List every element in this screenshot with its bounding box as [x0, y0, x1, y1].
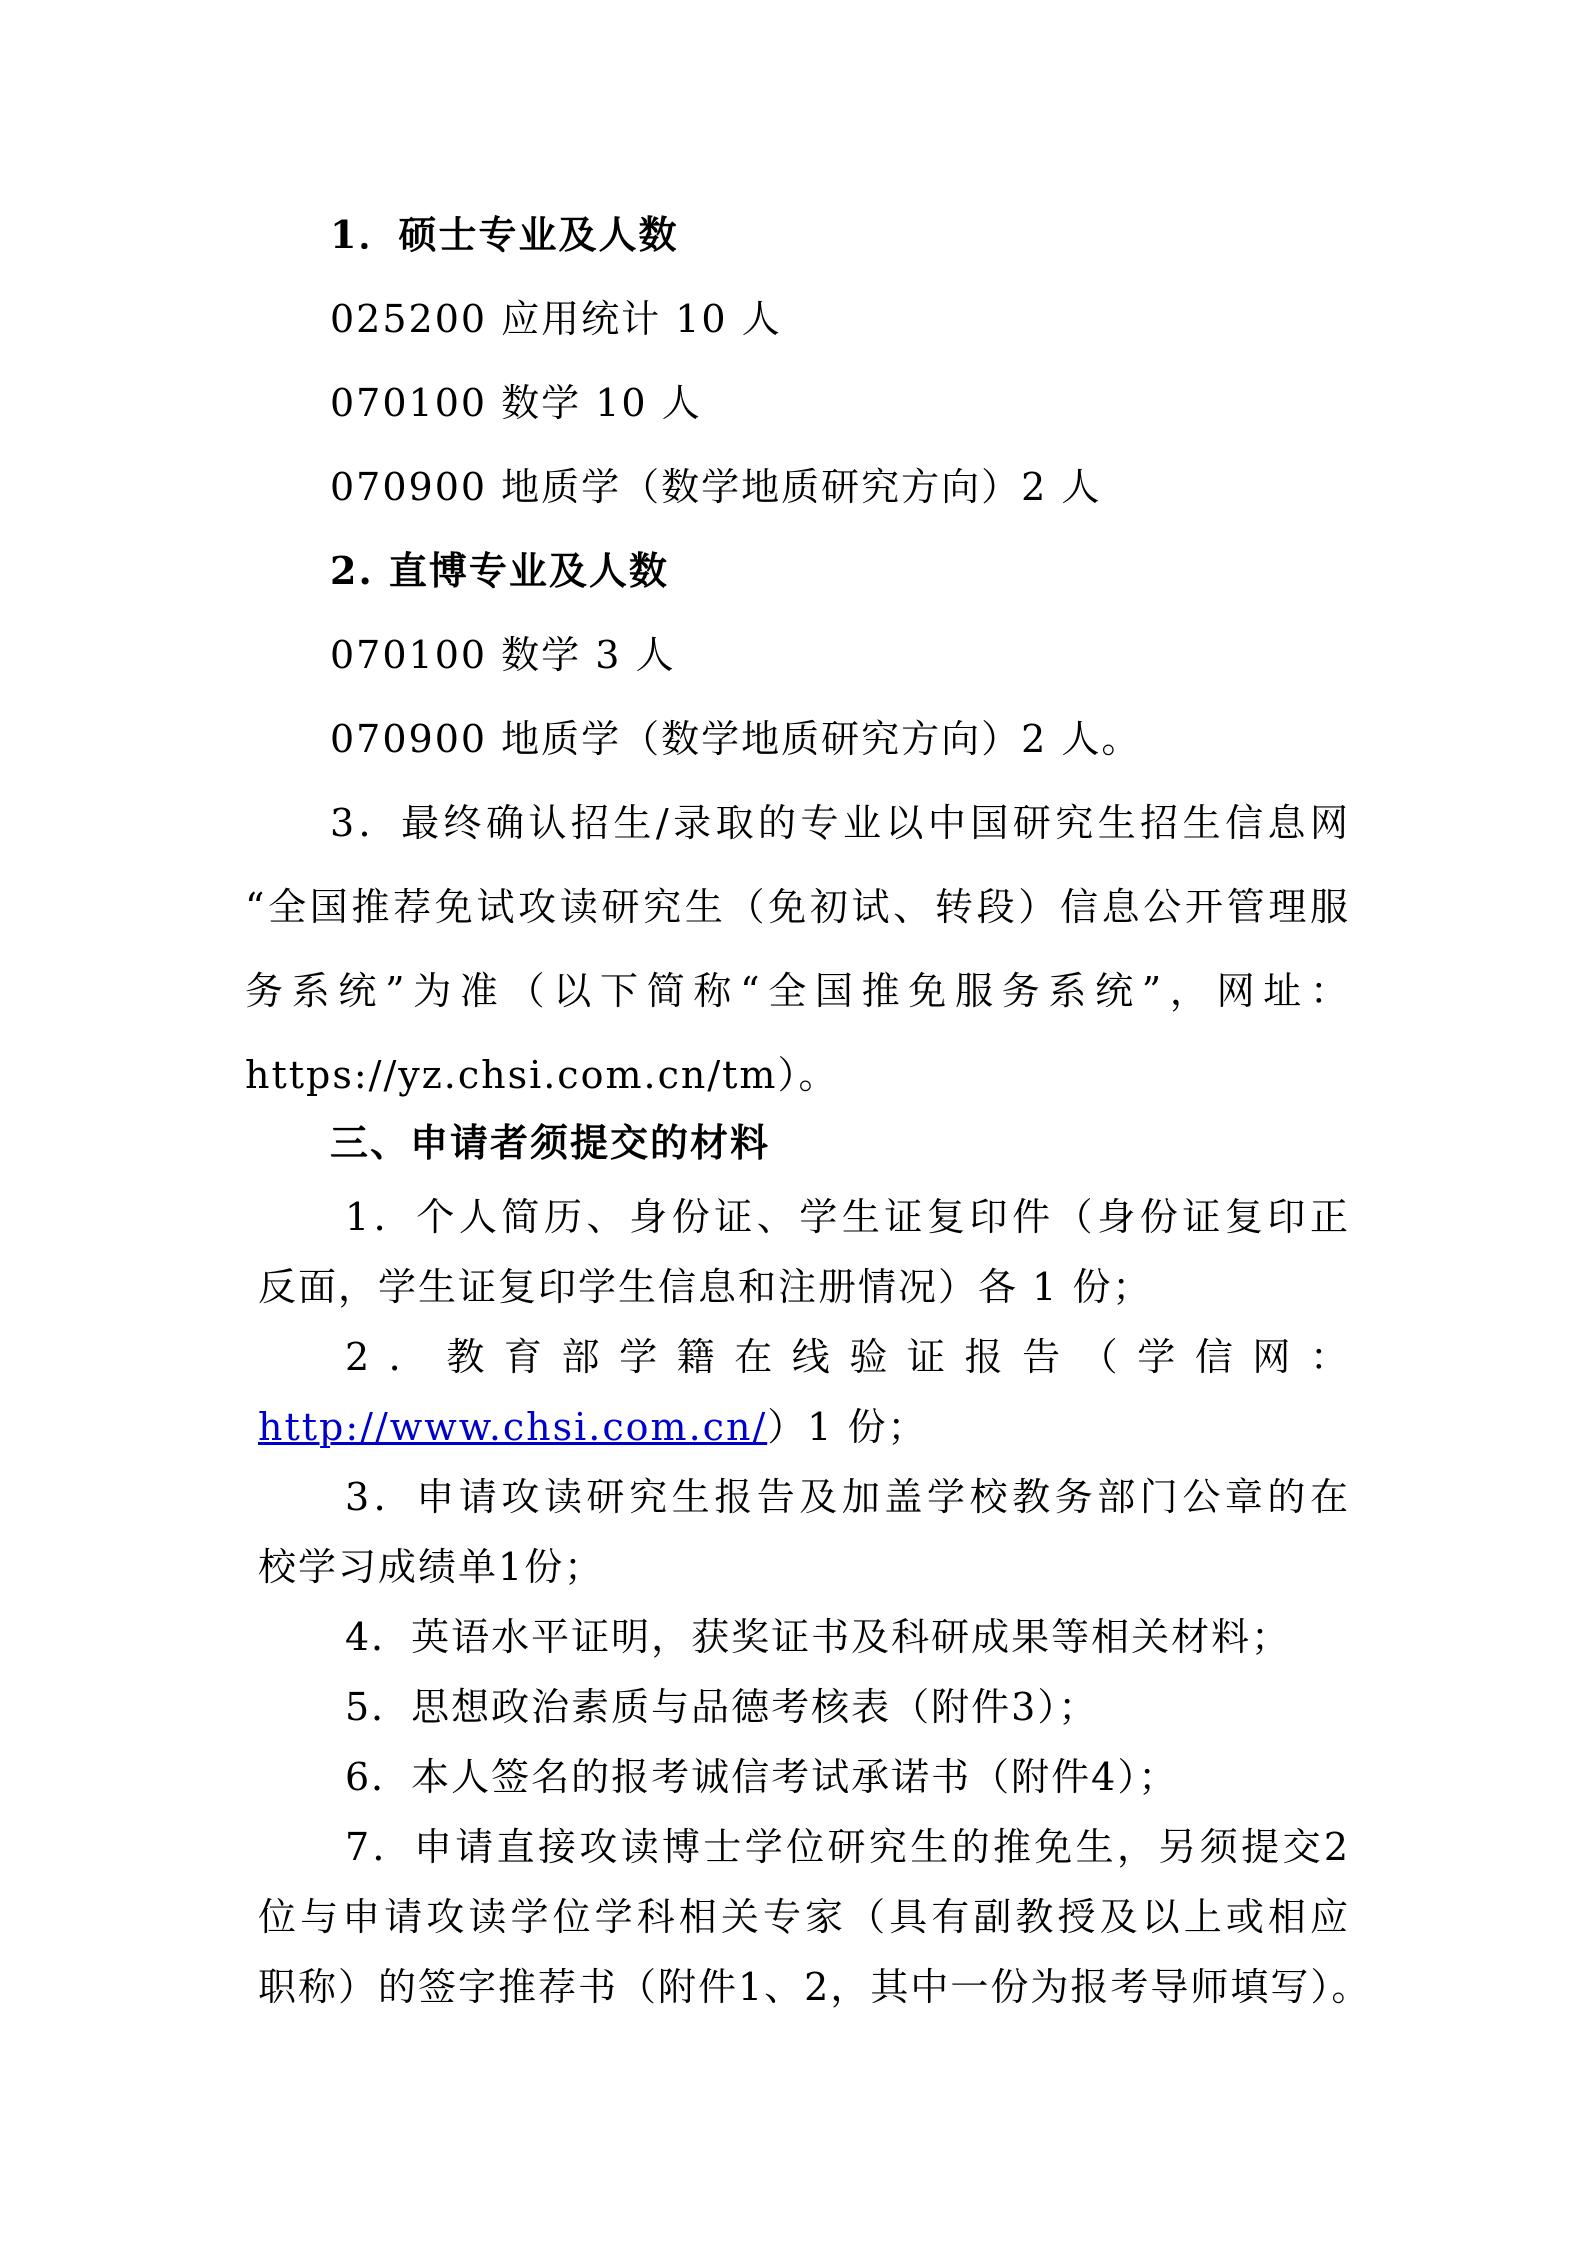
program-item: 070900 地质学（数学地质研究方向）2 人。	[330, 717, 1142, 761]
chsi-link[interactable]: http://www.chsi.com.cn/	[258, 1405, 768, 1449]
paragraph-line: 3．最终确认招生/录取的专业以中国研究生招生信息网	[330, 801, 1350, 845]
material-item-4: 4．英语水平证明，获奖证书及科研成果等相关材料；	[345, 1615, 1292, 1659]
paragraph-line: 务系统”为准（以下简称“全国推免服务系统”，网址：	[245, 969, 1350, 1013]
material-item-5: 5．思想政治素质与品德考核表（附件3）；	[345, 1685, 1099, 1729]
material-item-6: 6．本人签名的报考诚信考试承诺书（附件4）；	[345, 1755, 1179, 1799]
program-item: 070900 地质学（数学地质研究方向）2 人	[330, 465, 1102, 509]
material-item-7-line: 位与申请攻读学位学科相关专家（具有副教授及以上或相应	[258, 1895, 1350, 1939]
material-item-7-line: 7．申请直接攻读博士学位研究生的推免生，另须提交2	[345, 1825, 1350, 1869]
material-item-1-line: 1．个人简历、身份证、学生证复印件（身份证复印正	[345, 1195, 1350, 1239]
material-item-3-line: 校学习成绩单1份；	[258, 1545, 605, 1589]
heading-direct-phd-programs: 2. 直博专业及人数	[330, 548, 669, 593]
material-item-2-tail: ）1 份；	[767, 1405, 928, 1449]
program-item: 025200 应用统计 10 人	[330, 297, 782, 341]
heading-required-materials: 三、申请者须提交的材料	[330, 1120, 771, 1165]
heading-master-programs: 1．硕士专业及人数	[330, 212, 679, 257]
paragraph-line: https://yz.chsi.com.cn/tm）。	[245, 1053, 839, 1097]
material-item-1-line: 反面，学生证复印学生信息和注册情况）各 1 份；	[258, 1265, 1153, 1309]
paragraph-line: “全国推荐免试攻读研究生（免初试、转段）信息公开管理服	[245, 885, 1350, 929]
program-item: 070100 数学 3 人	[330, 633, 676, 677]
material-item-2-line	[258, 1402, 927, 1452]
program-item: 070100 数学 10 人	[330, 381, 702, 425]
material-item-3-line: 3．申请攻读研究生报告及加盖学校教务部门公章的在	[345, 1475, 1350, 1519]
material-item-7-line: 职称）的签字推荐书（附件1、2，其中一份为报考导师填写）。	[258, 1965, 1372, 2009]
material-item-2-line: 2．教育部学籍在线验证报告（学信网：	[345, 1335, 1350, 1379]
